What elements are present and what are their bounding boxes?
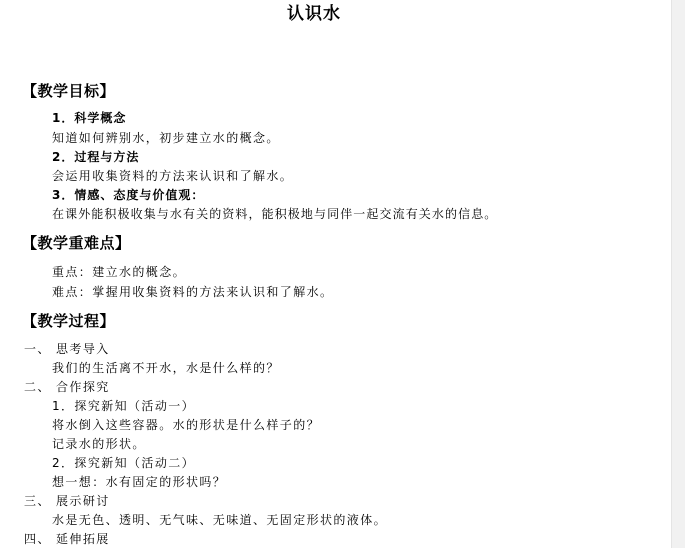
activity-1-label: 1．探究新知（活动一） [52, 399, 196, 413]
section-heading-process: 【教学过程】 [22, 312, 116, 330]
goal-2-label: 2．过程与方法 [52, 150, 140, 164]
goal-1-text: 知道如何辨别水，初步建立水的概念。 [52, 131, 280, 145]
step-4-label: 四、 延伸拓展 [24, 532, 110, 546]
goal-3-label: 3．情感、态度与价值观： [52, 188, 205, 202]
section-heading-key-points: 【教学重难点】 [22, 234, 131, 252]
step-2-label: 二、 合作探究 [24, 380, 110, 394]
step-3-text: 水是无色、透明、无气味、无味道、无固定形状的液体。 [52, 513, 388, 527]
goal-3-text: 在课外能积极收集与水有关的资料，能积极地与同伴一起交流有关水的信息。 [52, 207, 498, 221]
key-point-text: 重点：建立水的概念。 [52, 265, 187, 279]
activity-1-text-2: 记录水的形状。 [52, 437, 146, 451]
activity-1-text-1: 将水倒入这些容器。水的形状是什么样子的？ [52, 418, 321, 432]
right-gutter [671, 0, 685, 548]
goal-2-text: 会运用收集资料的方法来认识和了解水。 [52, 169, 294, 183]
section-heading-goals: 【教学目标】 [22, 82, 116, 100]
difficulty-text: 难点：掌握用收集资料的方法来认识和了解水。 [52, 285, 334, 299]
step-1-text: 我们的生活离不开水，水是什么样的？ [52, 361, 280, 375]
activity-2-label: 2．探究新知（活动二） [52, 456, 196, 470]
goal-1-label: 1．科学概念 [52, 111, 127, 125]
step-1-label: 一、 思考导入 [24, 342, 110, 356]
activity-2-text: 想一想：水有固定的形状吗？ [52, 475, 227, 489]
document-title: 认识水 [287, 4, 341, 24]
step-3-label: 三、 展示研讨 [24, 494, 110, 508]
